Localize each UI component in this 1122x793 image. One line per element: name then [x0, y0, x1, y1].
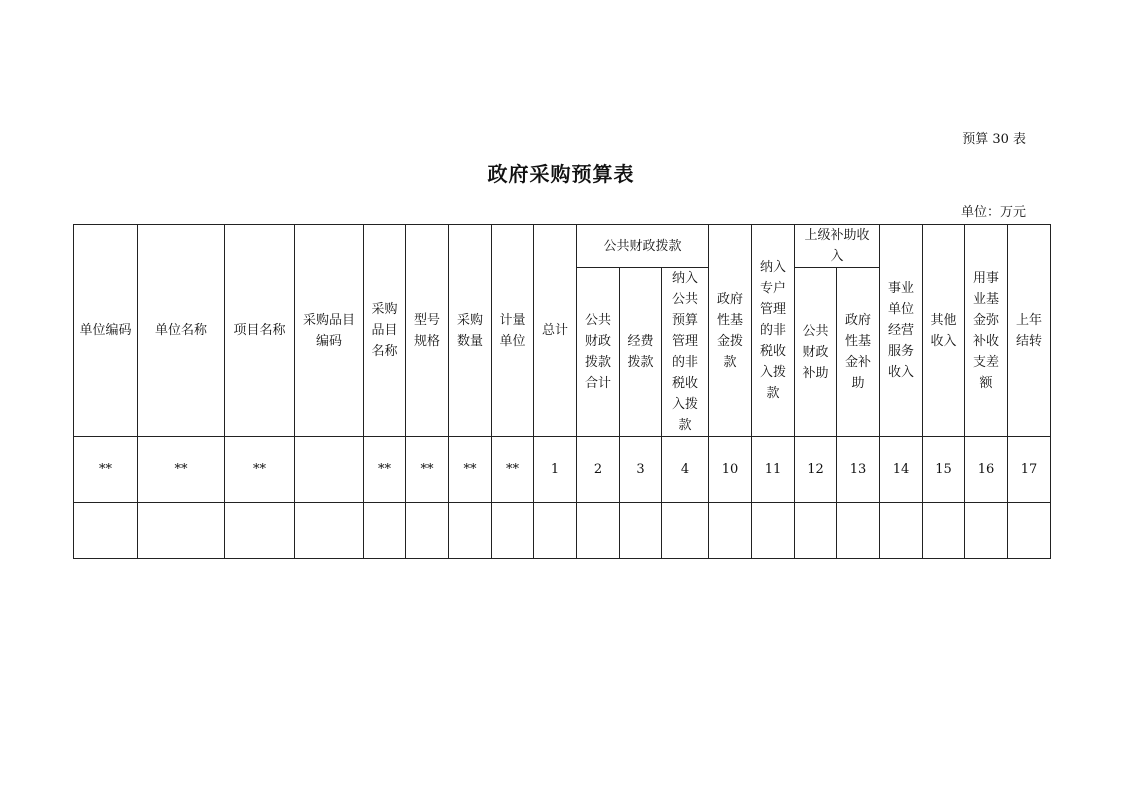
code-cell: 4 [662, 437, 709, 503]
blank-cell [1008, 503, 1051, 559]
code-cell: 2 [577, 437, 620, 503]
blank-cell [449, 503, 492, 559]
code-cell [295, 437, 364, 503]
blank-cell [662, 503, 709, 559]
blank-cell [620, 503, 662, 559]
header-measure-unit: 计量单位 [492, 225, 534, 437]
header-public-finance-subsidy: 公共财政补助 [795, 268, 837, 437]
code-cell: 15 [923, 437, 965, 503]
currency-unit: 单位：万元 [960, 205, 1026, 220]
code-cell: ** [406, 437, 449, 503]
blank-cell [534, 503, 577, 559]
code-cell: 11 [752, 437, 795, 503]
header-other-income: 其他收入 [923, 225, 965, 437]
header-expense-allocation: 经费拨款 [620, 268, 662, 437]
code-cell: ** [225, 437, 295, 503]
blank-cell [364, 503, 406, 559]
header-nontax-special: 纳入专户管理的非税收入拨款 [752, 225, 795, 437]
blank-cell [295, 503, 364, 559]
blank-cell [837, 503, 880, 559]
header-nontax-in-public: 纳入公共预算管理的非税收入拨款 [662, 268, 709, 437]
code-cell: ** [449, 437, 492, 503]
code-cell: ** [74, 437, 138, 503]
header-business-income: 事业单位经营服务收入 [880, 225, 923, 437]
header-carryover: 上年结转 [1008, 225, 1051, 437]
blank-cell [880, 503, 923, 559]
header-unit-name: 单位名称 [138, 225, 225, 437]
header-fund-compensation: 用事业基金弥补收支差额 [965, 225, 1008, 437]
header-gov-fund: 政府性基金拨款 [709, 225, 752, 437]
blank-cell [138, 503, 225, 559]
header-unit-code: 单位编码 [74, 225, 138, 437]
code-cell: 1 [534, 437, 577, 503]
code-cell: 13 [837, 437, 880, 503]
code-cell: ** [138, 437, 225, 503]
header-model-spec: 型号规格 [406, 225, 449, 437]
blank-cell [577, 503, 620, 559]
blank-cell [492, 503, 534, 559]
blank-cell [709, 503, 752, 559]
header-quantity: 采购数量 [449, 225, 492, 437]
blank-cell [225, 503, 295, 559]
code-cell: 17 [1008, 437, 1051, 503]
blank-cell [74, 503, 138, 559]
header-item-code: 采购品目编码 [295, 225, 364, 437]
header-superior-subsidy: 上级补助收入 [795, 225, 880, 268]
code-cell: 10 [709, 437, 752, 503]
header-total: 总计 [534, 225, 577, 437]
blank-cell [752, 503, 795, 559]
code-cell: 3 [620, 437, 662, 503]
header-row [74, 225, 1051, 268]
form-number: 预算 30 表 [962, 132, 1026, 147]
code-cell: 14 [880, 437, 923, 503]
code-cell: ** [364, 437, 406, 503]
header-public-finance-total: 公共财政拨款合计 [577, 268, 620, 437]
header-public-finance: 公共财政拨款 [577, 225, 709, 268]
code-cell: 12 [795, 437, 837, 503]
header-project-name: 项目名称 [225, 225, 295, 437]
header-gov-fund-subsidy: 政府性基金补助 [837, 268, 880, 437]
blank-cell [795, 503, 837, 559]
code-row [74, 437, 1051, 503]
code-cell: ** [492, 437, 534, 503]
procurement-budget-table [73, 224, 1051, 559]
page-title: 政府采购预算表 [487, 162, 635, 186]
code-cell: 16 [965, 437, 1008, 503]
blank-cell [923, 503, 965, 559]
blank-cell [406, 503, 449, 559]
header-item-name: 采购品目名称 [364, 225, 406, 437]
blank-cell [965, 503, 1008, 559]
blank-data-row [74, 503, 1051, 559]
